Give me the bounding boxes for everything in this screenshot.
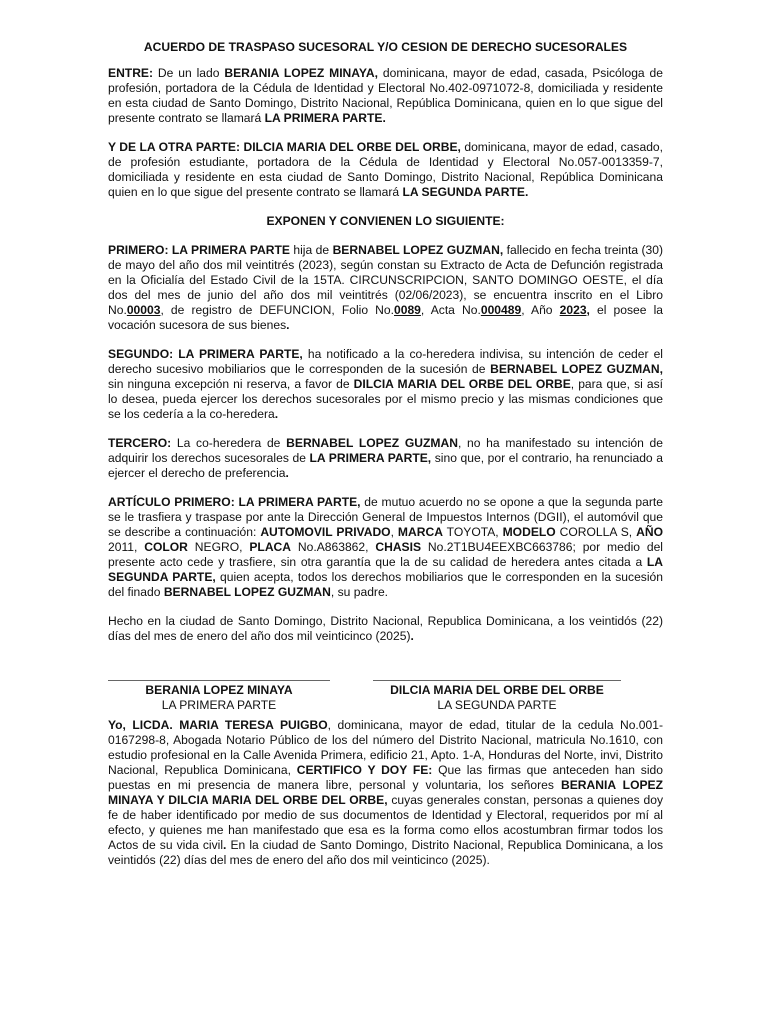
text-run: Que las firmas que anteceden han sido puestas en mi presencia de manera libre, personal y voluntaria, los señores (108, 763, 663, 792)
signature-line (373, 658, 621, 681)
text-run: sino que, por el contrario, ha renunciado a ejercer el derecho de preferencia (108, 451, 663, 480)
text-run: ENTRE: (108, 66, 154, 80)
text-run: PLACA (249, 540, 292, 554)
text-run: TOYOTA, (442, 525, 503, 539)
text-run: . (223, 838, 227, 852)
text-run: MODELO (502, 525, 556, 539)
text-run: , (390, 525, 398, 539)
text-run: ARTÍCULO PRIMERO: LA PRIMERA PARTE, (108, 495, 361, 509)
text-run: BERNABEL LOPEZ GUZMAN, (490, 362, 663, 376)
text-run: AUTOMOVIL PRIVADO (260, 525, 391, 539)
text-run: sin ninguna excepción ni reserva, a favor de (108, 377, 354, 391)
text-run: BERNABEL LOPEZ GUZMAN (286, 436, 458, 450)
document-title: ACUERDO DE TRASPASO SUCESORAL Y/O CESION DE DERECHO SUCESORALES (143, 40, 628, 54)
text-run: , de registro de DEFUNCION, Folio No. (160, 303, 394, 317)
text-run: De un lado (153, 66, 225, 80)
signature-block-left (108, 658, 330, 712)
text-run: CERTIFICO Y DOY FE: (296, 763, 433, 777)
text-run: 2023, (559, 303, 590, 317)
text-run: Hecho en la ciudad de Santo Domingo, Distrito Nacional, Republica Dominicana, a los veintidós (22) días del mes de enero del año dos mil veinticinco (2025) (108, 614, 663, 643)
paragraph-otra-parte (108, 140, 663, 200)
text-run: PRIMERO: LA PRIMERA PARTE (108, 243, 290, 257)
text-run: 000489 (480, 303, 522, 317)
signatory-name: DILCIA MARIA DEL ORBE DEL ORBE (390, 683, 604, 697)
text-run: 00003 (126, 303, 161, 317)
text-run: SEGUNDO: LA PRIMERA PARTE, (108, 347, 303, 361)
paragraph-hecho (108, 614, 663, 644)
text-run: 0089 (394, 303, 421, 317)
text-run: , no ha manifestado su intención de adquirir los derechos sucesorales de (108, 436, 664, 465)
text-run: BERNABEL LOPEZ GUZMAN, (332, 243, 504, 257)
text-run: hija de (289, 243, 333, 257)
text-run: . (410, 629, 414, 643)
text-run: . (286, 318, 290, 332)
text-run: fallecido en fecha treinta (30) de mayo del año dos mil veintitrés (2023), según constan su Extracto de Acta de Defunción registrada en la Oficialía del Estado Civil de la 15TA. CIRCUNSCRIPCION, SANTO DOMINGO OESTE, el día dos del mes de junio del año dos mil veintitrés (02/06/2023), se encuentra inscrito en el Libro No. (108, 243, 664, 317)
text-run: quien acepta, todos los derechos mobiliarios que le corresponden en la sucesión del finado (108, 570, 663, 599)
text-run: TERCERO: (108, 436, 172, 450)
signatory-name: BERANIA LOPEZ MINAYA (145, 683, 293, 697)
text-run: NEGRO, (187, 540, 250, 554)
text-run: No.A863862, (291, 540, 376, 554)
text-run: CHASIS (375, 540, 422, 554)
text-run: LA SEGUNDA PARTE, (108, 555, 663, 584)
text-run: de mutuo acuerdo no se opone a que la segunda parte se le trasfiera y traspase por ante la Dirección General de Impuestos Internos (DGII), el automóvil que se describe a continuación: (108, 495, 664, 539)
text-run: 2011, (108, 540, 145, 554)
text-run: LA PRIMERA PARTE, (309, 451, 432, 465)
paragraph-entre (108, 66, 663, 126)
text-run: BERANIA LOPEZ MINAYA Y DILCIA MARIA DEL ORBE DEL ORBE, (108, 778, 663, 807)
paragraph-segundo (108, 347, 663, 422)
text-run: , para que, si así lo desea, pueda ejercer los derechos sucesorales por el mismo precio y las mismas condiciones que se los cedería a la co-heredera (108, 377, 663, 421)
text-run: Yo, LICDA. MARIA TERESA PUIGBO (108, 718, 328, 732)
text-run: dominicana, mayor de edad, casado, de profesión estudiante, portadora de la Cédula de Identidad y Electoral No.057-0013359-7, domiciliada y residente en esta ciudad de Santo Domingo, Distrito Nacional, República Dominicana quien en lo que sigue del presente contrato se llamará (108, 140, 664, 199)
signature-area (108, 658, 663, 718)
text-run: LA SEGUNDA PARTE. (402, 185, 529, 199)
text-run: cuyas generales constan, personas a quienes doy fe de haber identificado por medio de sus documentos de Identidad y Electoral, requeridos por mí al efecto, y quienes me han manifestado que esa es la forma como ellos acostumbran firmar todos los Actos de su vida civil (108, 793, 663, 852)
paragraph-primero (108, 243, 663, 333)
text-run: Y DE LA OTRA PARTE: DILCIA MARIA DEL ORBE DEL ORBE, (108, 140, 461, 154)
section-heading: EXPONEN Y CONVIENEN LO SIGUIENTE: (266, 214, 505, 228)
signature-block-right (373, 658, 621, 712)
text-run: BERANIA LOPEZ MINAYA, (224, 66, 378, 80)
text-run: . (274, 407, 279, 421)
text-run: , Año (521, 303, 560, 317)
text-run: En la ciudad de Santo Domingo, Distrito Nacional, Republica Dominicana, a los veintidós (22) días del mes de enero del año dos mil veinticinco (2025). (108, 838, 663, 867)
text-run: La co-heredera de (171, 436, 287, 450)
text-run: BERNABEL LOPEZ GUZMAN (163, 585, 331, 599)
text-run: ha notificado a la co-heredera indivisa, su intención de ceder el derecho sucesivo mobiliarios que le corresponden de la sucesión de (108, 347, 663, 376)
text-run: AÑO (636, 525, 663, 539)
signatory-role: LA PRIMERA PARTE (161, 698, 277, 712)
paragraph-articulo-primero (108, 495, 663, 600)
signature-line (108, 658, 330, 681)
paragraph-notario (108, 718, 663, 868)
text-run: el posee la vocación sucesora de sus bienes (108, 303, 664, 332)
paragraph-tercero (108, 436, 663, 481)
text-run: . (285, 466, 289, 480)
signatory-role: LA SEGUNDA PARTE (437, 698, 557, 712)
text-run: , su padre. (330, 585, 389, 599)
text-run: , Acta No. (420, 303, 481, 317)
text-run: , dominicana, mayor de edad, titular de la cedula No.001-0167298-8, Abogada Notario Público de los del número del Distrito Nacional, matricula No.1610, con estudio profesional en la Calle Avenida Primera, edificio 21, Apto. 1-A, Honduras del Norte, invi, Distrito Nacional, Republica Dominicana, (108, 718, 663, 777)
text-run: MARCA (397, 525, 443, 539)
text-run: COLOR (144, 540, 188, 554)
text-run: COROLLA S, (555, 525, 637, 539)
text-run: dominicana, mayor de edad, casada, Psicóloga de profesión, portadora de la Cédula de Identidad y Electoral No.402-0971072-8, domiciliada y residente en esta ciudad de Santo Domingo, Distrito Nacional, República Dominicana, quien en lo que sigue del presente contrato se llamará (108, 66, 663, 125)
text-run: No.2T1BU4EEXBC663786; por medio del presente acto cede y trasfiere, sin otra garantía que la de su calidad de heredera antes citada a (108, 540, 663, 569)
text-run: DILCIA MARIA DEL ORBE DEL ORBE (353, 377, 571, 391)
text-run: LA PRIMERA PARTE. (264, 111, 386, 125)
